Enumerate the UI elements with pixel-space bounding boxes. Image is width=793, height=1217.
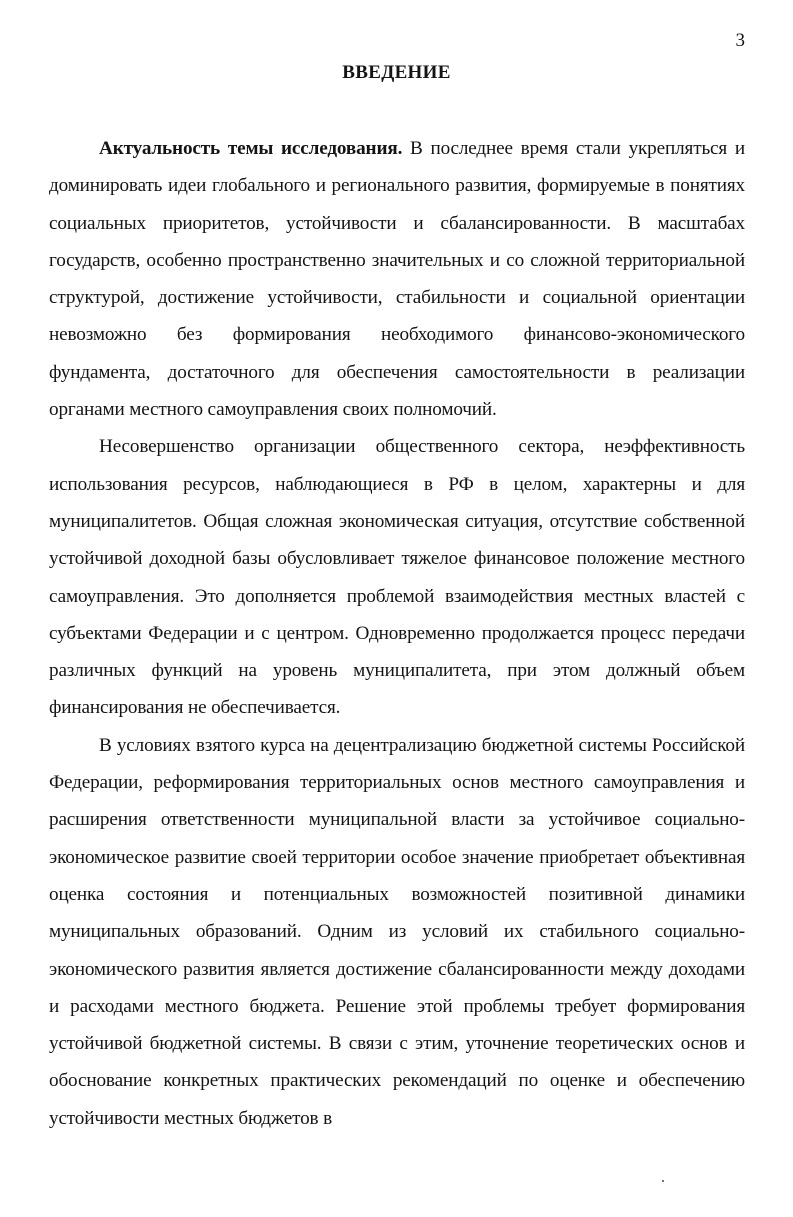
page-title: ВВЕДЕНИЕ [342, 62, 451, 83]
paragraph-relevance [49, 130, 745, 428]
paragraph-lead: Актуальность темы исследования. [99, 138, 403, 159]
document-body [49, 130, 745, 1137]
paragraph-text: В последнее время стали укрепляться и доминировать идеи глобального и регионального развития, формируемые в понятиях социальных приоритетов, устойчивости и сбалансированности. В масштабах государств, особенно пространственно значительных и со сложной территориальной структурой, достижение устойчивости, стабильности и социальной ориентации невозможно без формирования необходимого финансово-экономического фундамента, достаточного для обеспечения самостоятельности в реализации органами местного самоуправления своих полномочий. [49, 138, 745, 421]
paragraph-text: В условиях взятого курса на децентрализацию бюджетной системы Российской Федерации, реформирования территориальных основ местного самоуправления и расширения ответственности муниципальной власти за устойчивое социально-экономическое развитие своей территории особое значение приобретает объективная оценка состояния и потенциальных возможностей позитивной динамики муниципальных образований. Одним из условий их стабильного социально-экономического развития является достижение сбалансированности между доходами и расходами местного бюджета. Решение этой проблемы требует формирования устойчивой бюджетной системы. В связи с этим, уточнение теоретических основ и обоснование конкретных практических рекомендаций по оценке и обеспечению устойчивости местных бюджетов в [49, 734, 745, 1129]
paragraph-text: Несовершенство организации общественного сектора, неэффективность использования ресурсов, наблюдающиеся в РФ в целом, характерны и для муниципалитетов. Общая сложная экономическая ситуация, отсутствие собственной устойчивой доходной базы обусловливает тяжелое финансовое положение местного самоуправления. Это дополняется проблемой взаимодействия местных властей с субъектами Федерации и с центром. Одновременно продолжается процесс передачи различных функций на уровень муниципалитета, при этом должный объем финансирования не обеспечивается. [49, 436, 745, 719]
paragraph-public-sector [49, 428, 745, 726]
scan-speck [662, 1180, 664, 1182]
paragraph-decentralization [49, 727, 745, 1137]
page-number: 3 [735, 30, 745, 51]
